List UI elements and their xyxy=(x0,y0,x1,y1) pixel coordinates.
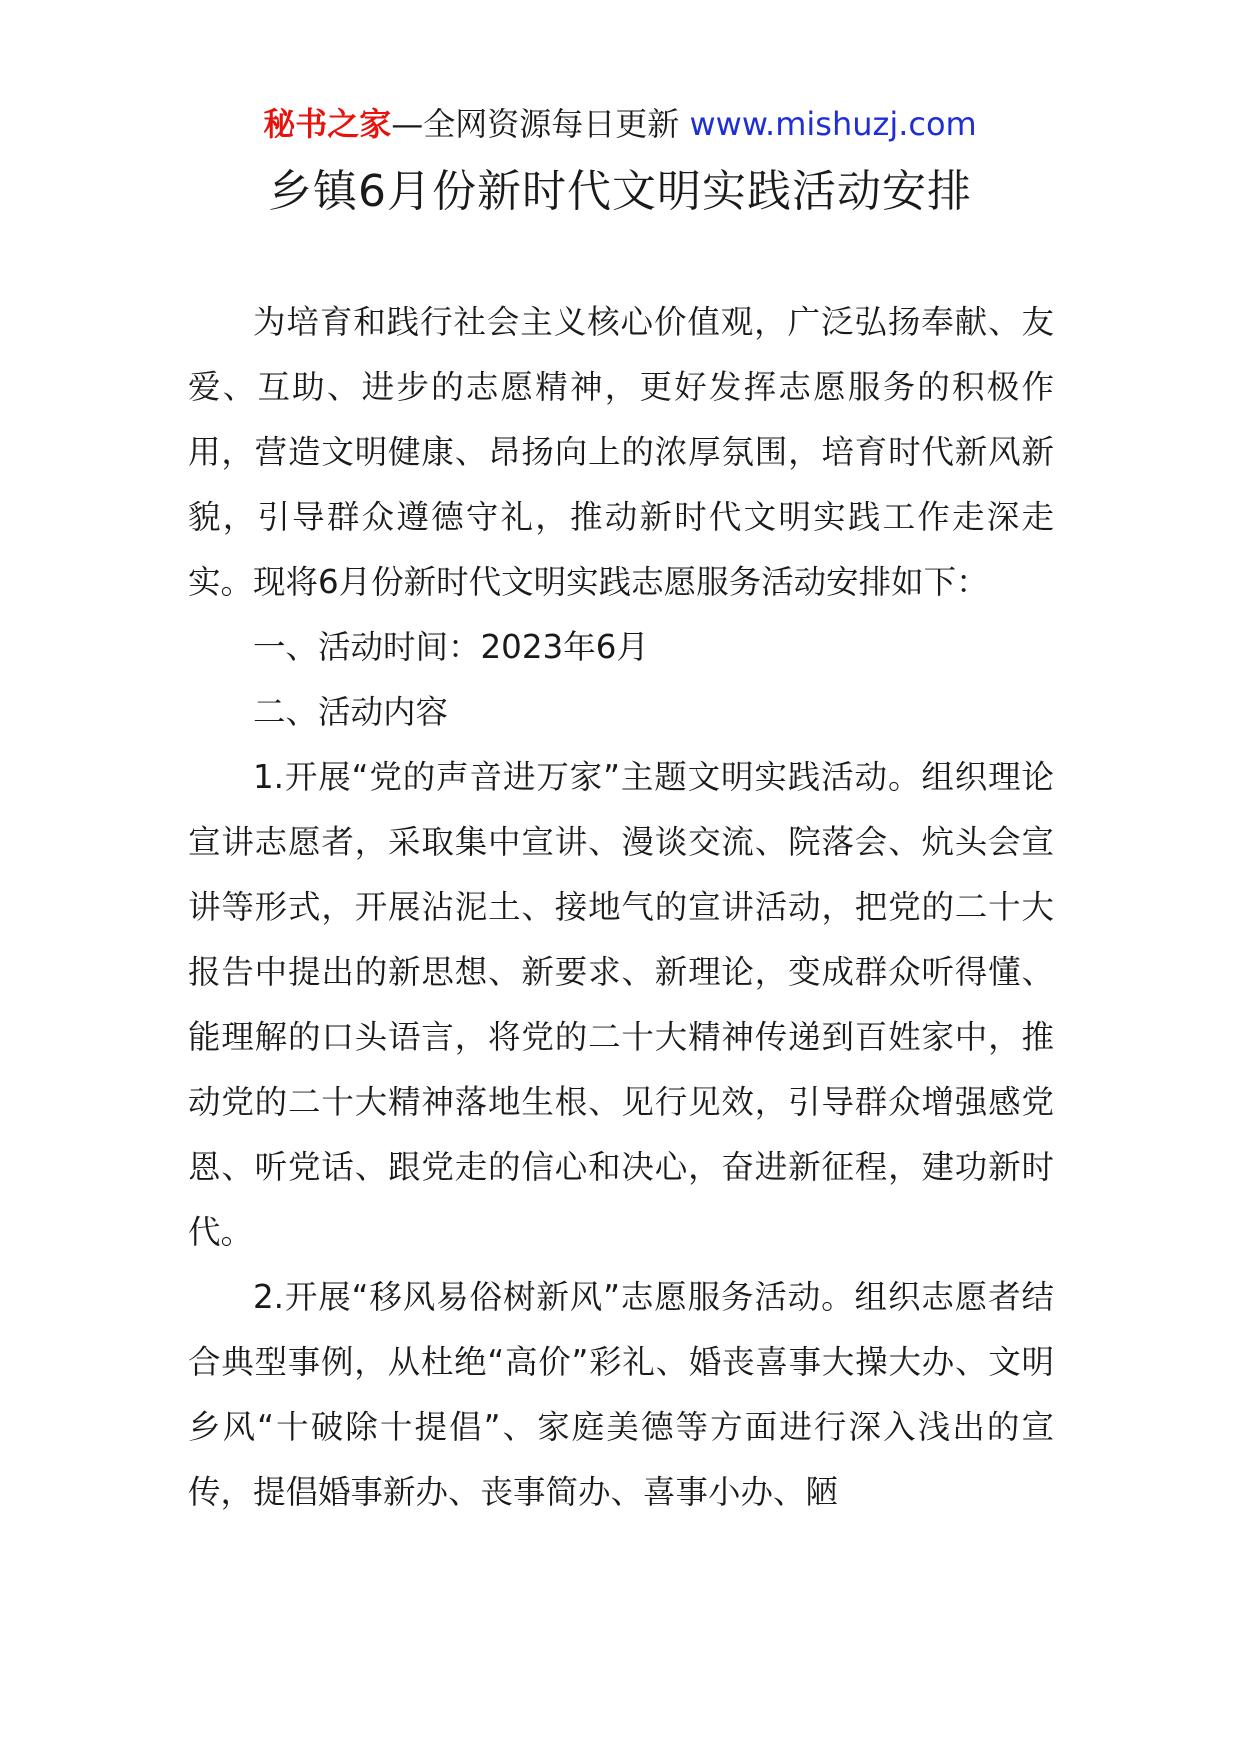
site-header xyxy=(0,100,1240,148)
activity-time-heading: 一、活动时间：2023年6月 xyxy=(253,628,649,666)
header-tagline: —全网资源每日更新 xyxy=(391,105,680,143)
document-title: 乡镇6月份新时代文明实践活动安排 xyxy=(268,166,972,217)
brand-name: 秘书之家 xyxy=(263,105,392,143)
site-url-link[interactable]: www.mishuzj.com xyxy=(689,105,977,143)
activity-content-heading: 二、活动内容 xyxy=(253,693,449,731)
content-item-2: 2.开展“移风易俗树新风”志愿服务活动。组织志愿者结合典型事例，从杜绝“高价”彩礼、婚丧喜事大操大办、文明乡风“十破除十提倡”、家庭美德等方面进行深入浅出的宣传，提倡婚事新办、丧事简办、喜事小办、陋 xyxy=(188,1278,1054,1511)
intro-paragraph: 为培育和践行社会主义核心价值观，广泛弘扬奉献、友爱、互助、进步的志愿精神，更好发挥志愿服务的积极作用，营造文明健康、昂扬向上的浓厚氛围，培育时代新风新貌，引导群众遵德守礼，推动新时代文明实践工作走深走实。现将6月份新时代文明实践志愿服务活动安排如下： xyxy=(188,303,1054,601)
content-item-1: 1.开展“党的声音进万家”主题文明实践活动。组织理论宣讲志愿者，采取集中宣讲、漫谈交流、院落会、炕头会宣讲等形式，开展沾泥土、接地气的宣讲活动，把党的二十大报告中提出的新思想、新要求、新理论，变成群众听得懂、能理解的口头语言，将党的二十大精神传递到百姓家中，推动党的二十大精神落地生根、见行见效，引导群众增强感党恩、听党话、跟党走的信心和决心，奋进新征程，建功新时代。 xyxy=(188,758,1054,1251)
document-body xyxy=(188,290,1054,1525)
